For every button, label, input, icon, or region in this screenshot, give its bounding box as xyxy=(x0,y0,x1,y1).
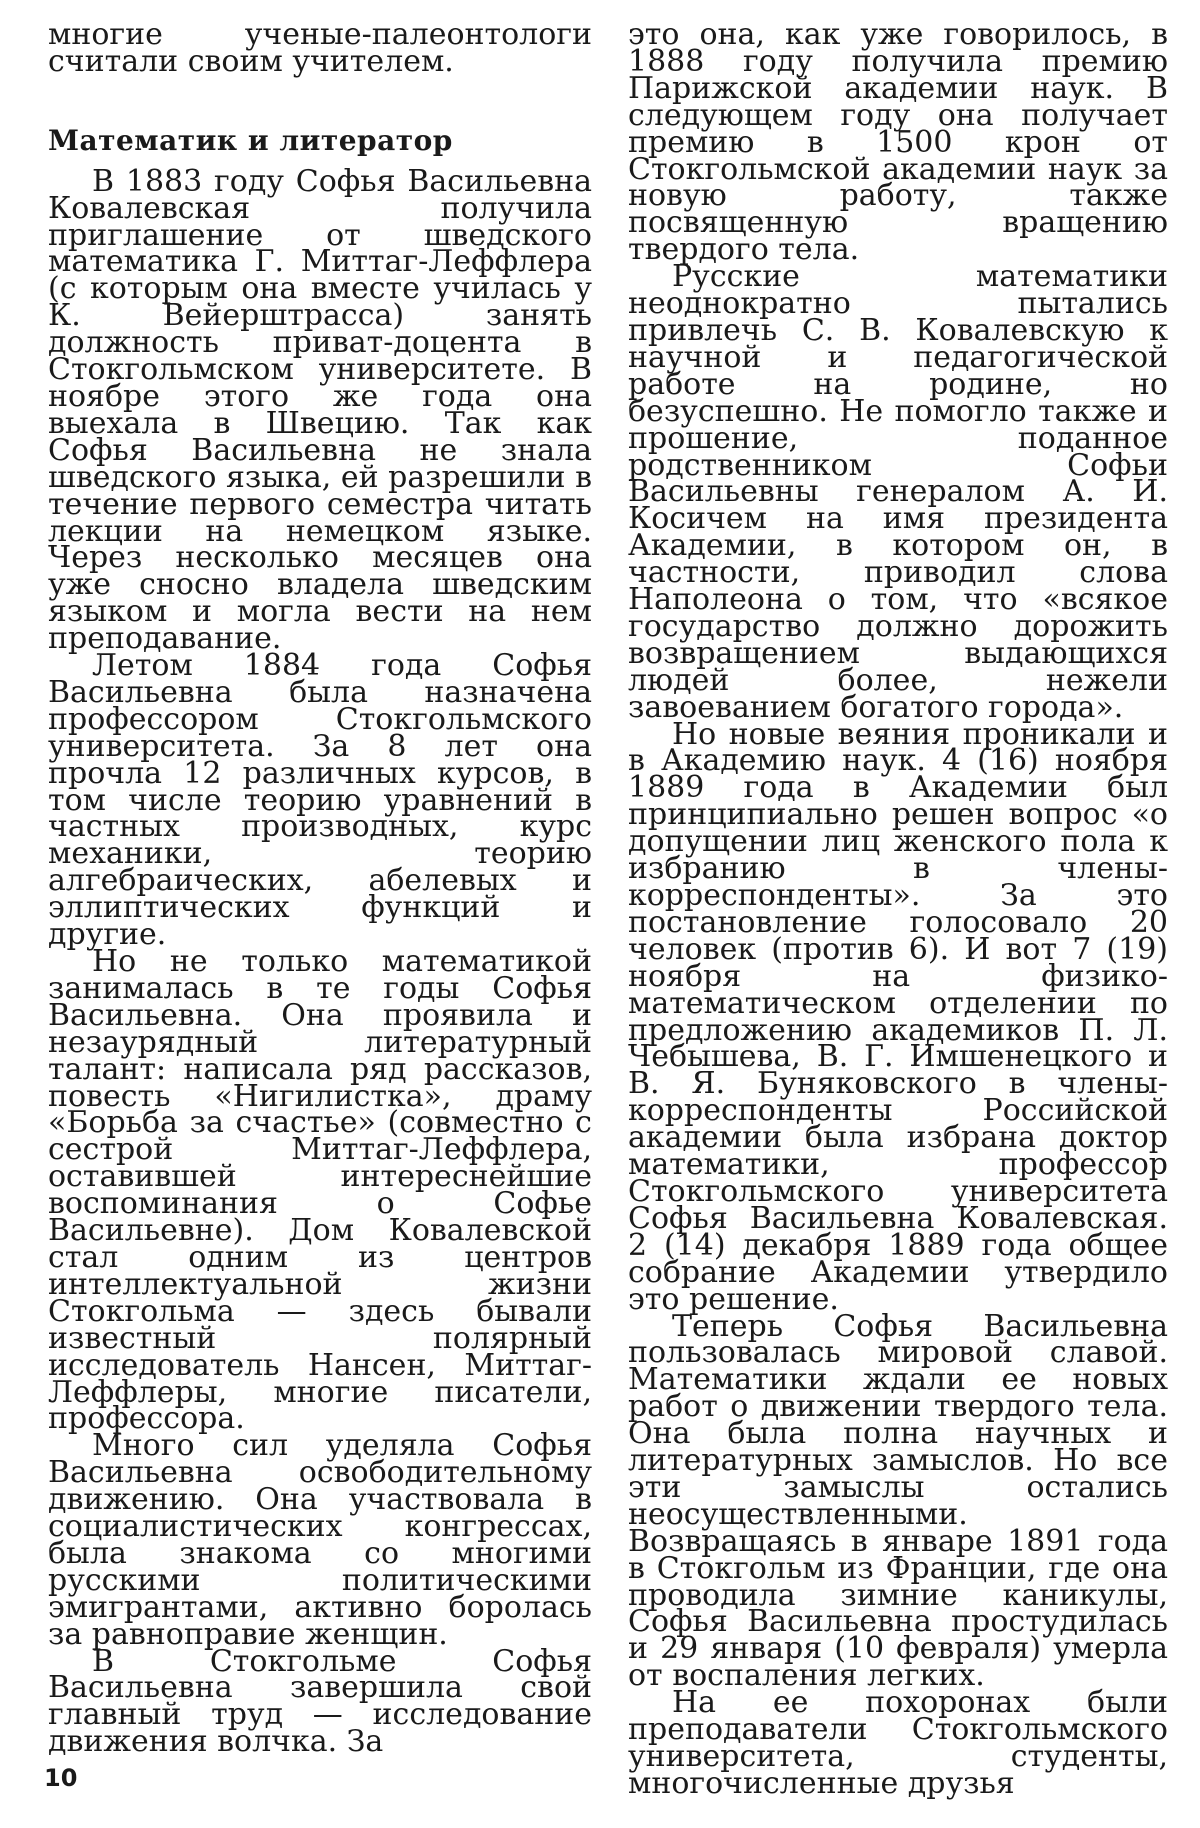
paragraph: Теперь Софья Васильевна пользовалась мировой славой. Математики ждали ее новых работ о движении твердого тела. Она была полна научных и литературных замыслов. Но все эти замыслы остались неосуществленными. Возвращаясь в январе 1891 года в Стокгольм из Франции, где она проводила зимние каникулы, Софья Васильевна простудилась и 29 января (10 февраля) умерла от воспаления легких. xyxy=(628,1308,1168,1694)
carryover-paragraph: многие ученые-палеонтологи считали своим учителем. xyxy=(48,17,592,79)
section-heading: Математик и литератор xyxy=(48,123,453,157)
page-number: 10 xyxy=(44,1764,78,1792)
paragraph: Но новые веяния проникали и в Академию наук. 4 (16) ноября 1889 года в Академии был принципиально решен вопрос «о допущении лиц женского пола к избранию в члены-корреспонденты». За это постановление голосовало 20 человек (против 6). И вот 7 (19) ноября на физико-математическом отделении по предложению академиков П. Л. Чебышева, В. Г. Имшенецкого и В. Я. Буняковского в члены-корреспонденты Российской академии была избрана доктор математики, профессор Стокгольмского университета Софья Васильевна Ковалевская. 2 (14) декабря 1889 года общее собрание Академии утвердило это решение. xyxy=(628,716,1168,1317)
paragraph: Но не только математикой занималась в те годы Софья Васильевна. Она проявила и незаурядный литературный талант: написала ряд рассказов, повесть «Нигилистка», драму «Борьба за счастье» (совместно с сестрой Миттаг-Леффлера, оставившей интереснейшие воспоминания о Софье Васильевне). Дом Ковалевской стал одним из центров интеллектуальной жизни Стокгольма — здесь бывали известный полярный исследователь Нансен, Миттаг-Леффлеры, многие писатели, профессора. xyxy=(48,944,592,1437)
paragraph: Русские математики неоднократно пытались привлечь С. В. Ковалевскую к научной и педагогической работе на родине, но безуспешно. Не помогло также и прошение, поданное родственником Софьи Васильевны генералом А. И. Косичем на имя президента Академии, в котором он, в частности, приводил слова Наполеона о том, что «всякое государство должно дорожить возвращением выдающихся людей более, нежели завоеванием богатого города». xyxy=(628,259,1168,725)
paragraph: В Стокгольме Софья Васильевна завершила свой главный труд — исследование движения волчка. За xyxy=(48,1643,592,1760)
paragraph: Летом 1884 года Софья Васильевна была назначена профессором Стокгольмского университета. За 8 лет она прочла 12 различных курсов, в том числе теорию уравнений в частных производных, курс механики, теорию алгебраических, абелевых и эллиптических функций и другие. xyxy=(48,648,592,953)
right-column xyxy=(628,17,1168,1801)
left-column xyxy=(48,17,592,1760)
paragraph: В 1883 году Софья Васильевна Ковалевская получила приглашение от шведского математика Г. Миттаг-Леффлера (с которым она вместе училась у К. Вейерштрасса) занять должность приват-доцента в Стокгольмском университете. В ноябре этого же года она выехала в Швецию. Так как Софья Васильевна не знала шведского языка, ей разрешили в течение первого семестра читать лекции на немецком языке. Через несколько месяцев она уже сносно владела шведским языком и могла вести на нем преподавание. xyxy=(48,163,592,657)
paragraph: На ее похоронах были преподаватели Стокгольмского университета, студенты, многочисленные друзья xyxy=(628,1685,1168,1801)
carryover-paragraph: это она, как уже говорилось, в 1888 году получила премию Парижской академии наук. В следующем году она получает премию в 1500 крон от Стокгольмской академии наук за новую работу, также посвященную вращению твердого тела. xyxy=(628,17,1168,268)
paragraph: Много сил уделяла Софья Васильевна освободительному движению. Она участвовала в социалистических конгрессах, была знакома со многими русскими политическими эмигрантами, активно боролась за равноправие женщин. xyxy=(48,1428,592,1652)
